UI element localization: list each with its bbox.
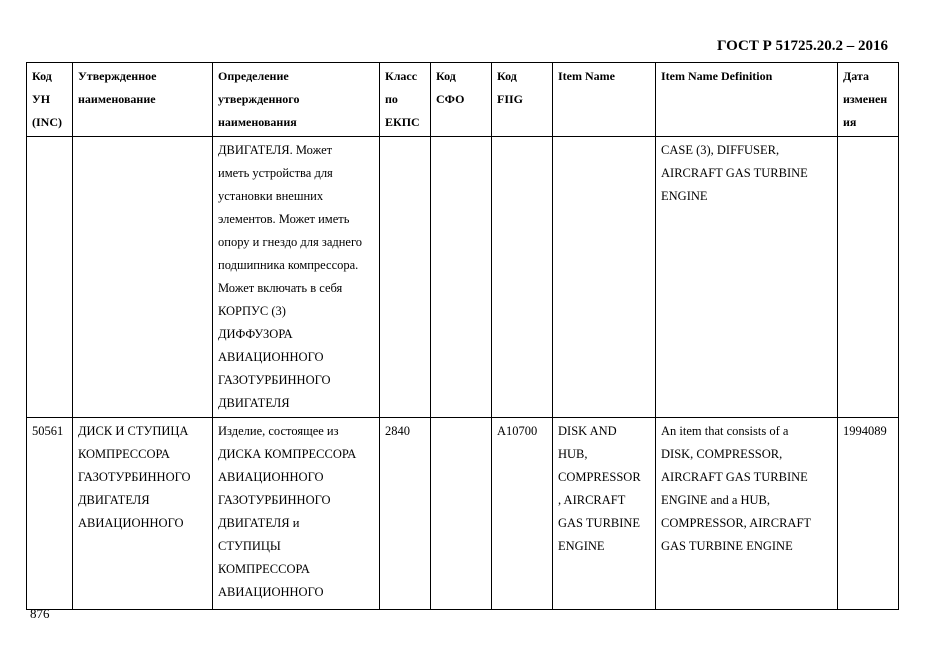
items-table — [26, 62, 899, 610]
col-header-item-name-definition — [656, 63, 838, 137]
cell-line: наименование — [78, 92, 156, 106]
cell-sfo-code — [431, 418, 492, 610]
cell-line: опору и гнездо для заднего — [218, 235, 363, 249]
cell-inc-code — [27, 137, 73, 418]
col-header-approved-name — [73, 63, 213, 137]
cell-line: An item that consists of a — [661, 424, 789, 438]
cell-line: ENGINE — [558, 539, 605, 553]
cell-change-date — [838, 418, 899, 610]
cell-line: COMPRESSOR, AIRCRAFT — [661, 516, 812, 530]
cell-line: ДВИГАТЕЛЯ — [78, 493, 150, 507]
cell-line: (INC) — [32, 115, 62, 129]
cell-line: ГАЗОТУРБИННОГО — [218, 493, 331, 507]
cell-line: АВИАЦИОННОГО — [218, 470, 324, 484]
cell-line: утвержденного — [218, 92, 300, 106]
cell-line: ДВИГАТЕЛЯ и — [218, 516, 300, 530]
cell-line: СТУПИЦЫ — [218, 539, 281, 553]
cell-line: COMPRESSOR — [558, 470, 641, 484]
cell-ekps-class — [380, 137, 431, 418]
cell-line: СФО — [436, 92, 465, 106]
cell-line: Код — [436, 69, 456, 83]
col-header-item-name — [553, 63, 656, 137]
cell-line: Класс — [385, 69, 418, 83]
cell-line: AIRCRAFT GAS TURBINE — [661, 166, 808, 180]
cell-line: Дата — [843, 69, 869, 83]
cell-item-name-definition — [656, 137, 838, 418]
cell-line: КОМПРЕССОРА — [218, 562, 310, 576]
cell-line: CASE (3), DIFFUSER, — [661, 143, 780, 157]
cell-line: DISK, COMPRESSOR, — [661, 447, 783, 461]
cell-line: ия — [843, 115, 857, 129]
cell-line: 50561 — [32, 424, 64, 438]
cell-line: КОРПУС (3) — [218, 304, 286, 318]
cell-line: 1994089 — [843, 424, 887, 438]
standard-title: ГОСТ Р 51725.20.2 – 2016 — [716, 38, 888, 54]
cell-definition — [213, 418, 380, 610]
header-row — [27, 63, 899, 137]
cell-line: Может включать в себя — [218, 281, 343, 295]
cell-line: AIRCRAFT GAS TURBINE — [661, 470, 808, 484]
col-header-change-date — [838, 63, 899, 137]
cell-ekps-class — [380, 418, 431, 610]
cell-line: установки внешних — [218, 189, 324, 203]
cell-line: Item Name — [558, 69, 615, 83]
cell-line: АВИАЦИОННОГО — [218, 350, 324, 364]
cell-item-name-definition — [656, 418, 838, 610]
col-header-definition — [213, 63, 380, 137]
cell-line: ДИСКА КОМПРЕССОРА — [218, 447, 357, 461]
cell-fiig-code — [492, 418, 553, 610]
cell-line: FIIG — [497, 92, 524, 106]
cell-line: HUB, — [558, 447, 588, 461]
cell-line: УН — [32, 92, 51, 106]
cell-line: 2840 — [385, 424, 410, 438]
cell-line: GAS TURBINE — [558, 516, 641, 530]
cell-line: ЕКПС — [385, 115, 420, 129]
cell-line: элементов. Может иметь — [218, 212, 350, 226]
cell-line: GAS TURBINE ENGINE — [661, 539, 793, 553]
cell-fiig-code — [492, 137, 553, 418]
cell-line: Определение — [218, 69, 289, 83]
cell-approved-name — [73, 418, 213, 610]
cell-line: наименования — [218, 115, 297, 129]
cell-line: Изделие, состоящее из — [218, 424, 339, 438]
cell-line: Код — [497, 69, 517, 83]
cell-line: АВИАЦИОННОГО — [218, 585, 324, 599]
col-header-inc-code — [27, 63, 73, 137]
cell-line: ДВИГАТЕЛЯ — [218, 396, 290, 410]
table-row — [27, 137, 899, 418]
cell-line: ДИСК И СТУПИЦА — [78, 424, 189, 438]
cell-item-name — [553, 137, 656, 418]
table-row — [27, 418, 899, 610]
cell-definition — [213, 137, 380, 418]
cell-line: ДВИГАТЕЛЯ. Может — [218, 143, 333, 157]
cell-line: , AIRCRAFT — [558, 493, 626, 507]
col-header-sfo-code — [431, 63, 492, 137]
page-number: 876 — [30, 606, 50, 621]
cell-line: ГАЗОТУРБИННОГО — [218, 373, 331, 387]
cell-line: ГАЗОТУРБИННОГО — [78, 470, 191, 484]
cell-line: КОМПРЕССОРА — [78, 447, 170, 461]
cell-approved-name — [73, 137, 213, 418]
cell-item-name — [553, 418, 656, 610]
cell-line: ДИФФУЗОРА — [218, 327, 293, 341]
cell-line: Код — [32, 69, 52, 83]
cell-inc-code — [27, 418, 73, 610]
cell-line: изменен — [843, 92, 888, 106]
cell-line: подшипника компрессора. — [218, 258, 359, 272]
cell-line: по — [385, 92, 398, 106]
cell-change-date — [838, 137, 899, 418]
cell-sfo-code — [431, 137, 492, 418]
cell-line: Утвержденное — [78, 69, 157, 83]
cell-line: A10700 — [497, 424, 538, 438]
cell-line: DISK AND — [558, 424, 617, 438]
cell-line: иметь устройства для — [218, 166, 333, 180]
cell-line: АВИАЦИОННОГО — [78, 516, 184, 530]
cell-line: Item Name Definition — [661, 69, 773, 83]
col-header-fiig-code — [492, 63, 553, 137]
cell-line: ENGINE and a HUB, — [661, 493, 771, 507]
col-header-ekps-class — [380, 63, 431, 137]
cell-line: ENGINE — [661, 189, 708, 203]
